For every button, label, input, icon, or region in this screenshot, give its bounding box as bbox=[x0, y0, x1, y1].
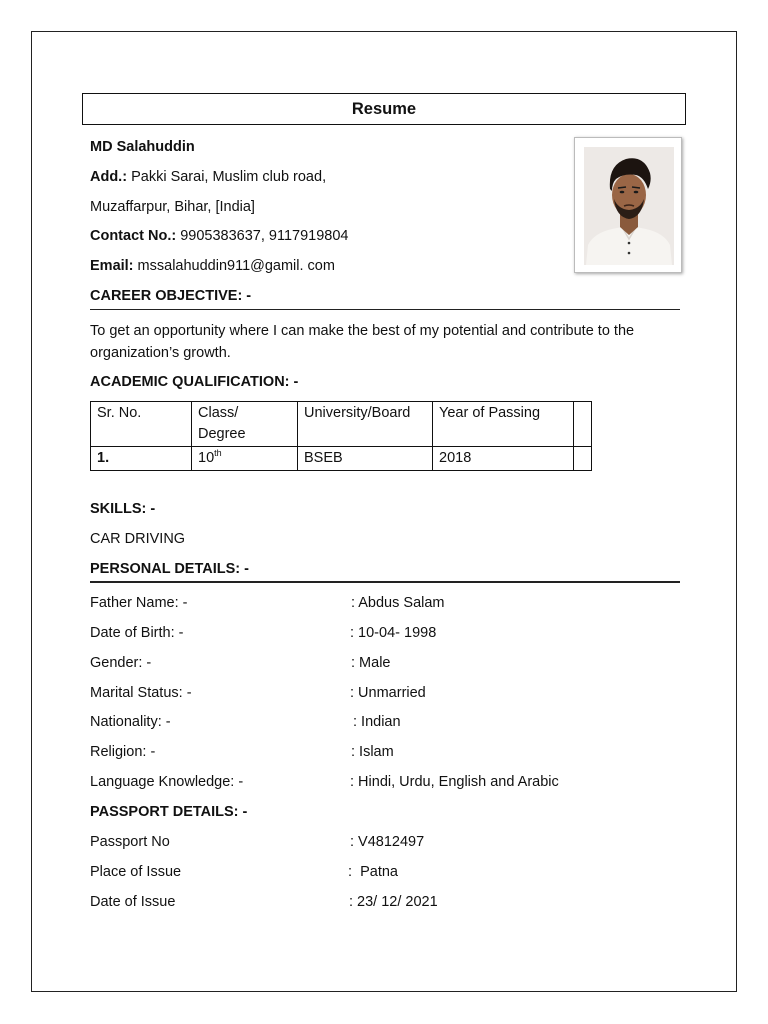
contact-line bbox=[90, 226, 348, 246]
address-line-2: Muzaffarpur, Bihar, [India] bbox=[90, 199, 255, 215]
skills-heading: SKILLS: - bbox=[90, 501, 156, 517]
header-extra bbox=[574, 402, 592, 447]
passport-no-value: : V4812497 bbox=[350, 834, 425, 850]
header-university-board: University/Board bbox=[298, 402, 433, 447]
header-year-of-passing: Year of Passing bbox=[433, 402, 574, 447]
cell-extra bbox=[574, 447, 592, 471]
marital-status-label: Marital Status: - bbox=[90, 685, 192, 701]
gender-value: : Male bbox=[351, 655, 391, 671]
table-row bbox=[91, 447, 592, 471]
academic-table bbox=[90, 401, 592, 471]
candidate-name: MD Salahuddin bbox=[90, 139, 195, 155]
email-label: Email: bbox=[90, 258, 134, 274]
place-of-issue-label: Place of Issue bbox=[90, 864, 182, 880]
profile-photo bbox=[574, 137, 682, 273]
passport-no-label: Passport No bbox=[90, 834, 170, 850]
skill-item: CAR DRIVING bbox=[90, 531, 186, 547]
nationality-label: Nationality: - bbox=[90, 714, 171, 730]
date-of-issue-value: : 23/ 12/ 2021 bbox=[349, 894, 438, 910]
language-label: Language Knowledge: - bbox=[90, 774, 244, 790]
place-of-issue-value: : Patna bbox=[348, 864, 398, 880]
cell-board: BSEB bbox=[298, 447, 433, 471]
cell-class-base: 10 bbox=[198, 450, 215, 466]
email-line bbox=[90, 256, 335, 276]
father-name-label: Father Name: - bbox=[90, 595, 188, 611]
header-sr-no: Sr. No. bbox=[91, 402, 192, 447]
career-divider bbox=[90, 309, 680, 310]
table-header-row bbox=[91, 402, 592, 447]
cell-sr: 1. bbox=[91, 447, 192, 471]
personal-details-heading: PERSONAL DETAILS: - bbox=[90, 561, 249, 577]
email-value: mssalahuddin911@gamil. com bbox=[137, 258, 335, 274]
nationality-value: : Indian bbox=[353, 714, 401, 730]
cell-class-sup: th bbox=[214, 448, 222, 459]
header-class-degree-text: Class/ Degree bbox=[198, 405, 246, 442]
contact-label: Contact No.: bbox=[90, 228, 177, 244]
portrait-icon bbox=[584, 147, 674, 265]
gender-label: Gender: - bbox=[90, 655, 152, 671]
marital-status-value: : Unmarried bbox=[350, 685, 426, 701]
header-class-degree bbox=[192, 402, 298, 447]
dob-value: : 10-04- 1998 bbox=[350, 625, 437, 641]
address-value-1: Pakki Sarai, Muslim club road, bbox=[131, 169, 327, 185]
passport-heading: PASSPORT DETAILS: - bbox=[90, 804, 248, 820]
father-name-value: : Abdus Salam bbox=[351, 595, 445, 611]
language-value: : Hindi, Urdu, English and Arabic bbox=[350, 774, 559, 790]
address-label: Add.: bbox=[90, 169, 128, 185]
address-line-1 bbox=[90, 167, 326, 187]
personal-divider bbox=[90, 581, 680, 583]
date-of-issue-label: Date of Issue bbox=[90, 894, 176, 910]
resume-title: Resume bbox=[82, 93, 686, 125]
religion-value: : Islam bbox=[351, 744, 394, 760]
career-objective-heading: CAREER OBJECTIVE: - bbox=[90, 288, 252, 304]
academic-heading: ACADEMIC QUALIFICATION: - bbox=[90, 374, 299, 390]
career-objective-text: To get an opportunity where I can make the best of my potential and contribute to the organization’s growth. bbox=[90, 323, 635, 361]
religion-label: Religion: - bbox=[90, 744, 156, 760]
cell-class bbox=[192, 447, 298, 471]
contact-value: 9905383637, 9117919804 bbox=[180, 228, 349, 244]
dob-label: Date of Birth: - bbox=[90, 625, 184, 641]
cell-year: 2018 bbox=[433, 447, 574, 471]
